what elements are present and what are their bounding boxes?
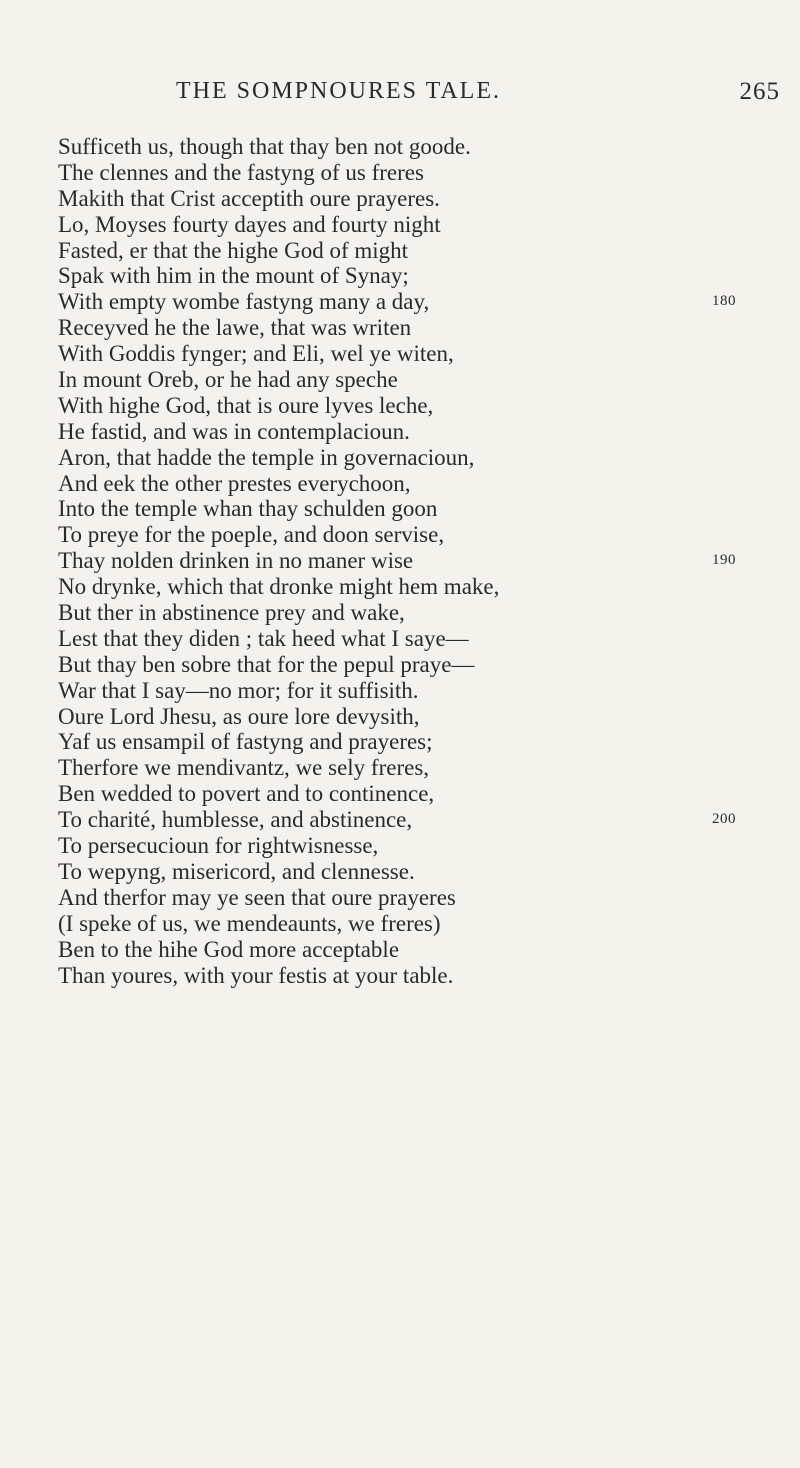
verse-line: To charité, humblesse, and abstinence, bbox=[58, 807, 413, 833]
verse-line: War that I say—no mor; for it suffisith. bbox=[58, 677, 419, 703]
verse-line: Therfore we mendivantz, we sely freres, bbox=[58, 755, 430, 781]
verse-line: Into the temple whan thay schulden goon bbox=[58, 496, 438, 522]
poem-text bbox=[58, 134, 798, 988]
verse-line: To wepyng, misericord, and clennesse. bbox=[58, 858, 415, 884]
verse-line: With Goddis fynger; and Eli, wel ye witen, bbox=[58, 341, 454, 367]
verse-line: With empty wombe fastyng many a day, bbox=[58, 289, 430, 315]
verse-line: And eek the other prestes everychoon, bbox=[58, 470, 411, 496]
verse-line: Sufficeth us, though that thay ben not goode. bbox=[58, 134, 471, 159]
verse-line: Spak with him in the mount of Synay; bbox=[58, 263, 409, 289]
verse-line: Than youres, with your festis at your table. bbox=[58, 962, 454, 988]
verse-line: (I speke of us, we mendeaunts, we freres) bbox=[58, 910, 441, 936]
verse-line: Receyved he the lawe, that was writen bbox=[58, 315, 412, 341]
verse-line: He fastid, and was in contemplacioun. bbox=[58, 418, 410, 444]
line-number-180: 180 bbox=[712, 293, 736, 309]
verse-line: No drynke, which that dronke might hem make, bbox=[58, 574, 500, 600]
verse-line: To persecucioun for rightwisnesse, bbox=[58, 833, 379, 859]
verse-line: Yaf us ensampil of fastyng and prayeres; bbox=[58, 729, 433, 755]
running-title: THE SOMPNOURES TALE. bbox=[176, 78, 501, 104]
verse-line: Lest that they diden ; tak heed what I saye— bbox=[58, 625, 469, 651]
line-number-190: 190 bbox=[712, 552, 736, 568]
verse-line: Fasted, er that the highe God of might bbox=[58, 237, 409, 263]
page-header bbox=[0, 78, 800, 110]
verse-line: Ben wedded to povert and to continence, bbox=[58, 781, 435, 807]
verse-line: Aron, that hadde the temple in governacioun, bbox=[58, 444, 475, 470]
verse-line: Oure Lord Jhesu, as oure lore devysith, bbox=[58, 703, 420, 729]
verse-line: Thay nolden drinken in no maner wise bbox=[58, 548, 414, 574]
page-number: 265 bbox=[739, 78, 780, 105]
verse-line: And therfor may ye seen that oure prayeres bbox=[58, 884, 456, 910]
verse-line: Makith that Crist acceptith oure prayeres. bbox=[58, 185, 440, 211]
verse-line: With highe God, that is oure lyves leche, bbox=[58, 392, 434, 418]
verse-line: The clennes and the fastyng of us freres bbox=[58, 159, 424, 185]
verse-line: Lo, Moyses fourty dayes and fourty night bbox=[58, 211, 441, 237]
line-number-200: 200 bbox=[712, 811, 736, 827]
verse-line: In mount Oreb, or he had any speche bbox=[58, 367, 398, 393]
verse-line: But thay ben sobre that for the pepul praye— bbox=[58, 651, 475, 677]
verse-line: But ther in abstinence prey and wake, bbox=[58, 600, 405, 626]
verse-line: To preye for the poeple, and doon servise, bbox=[58, 522, 445, 548]
line-number-margin bbox=[712, 134, 772, 1334]
verse-line: Ben to the hihe God more acceptable bbox=[58, 936, 400, 962]
